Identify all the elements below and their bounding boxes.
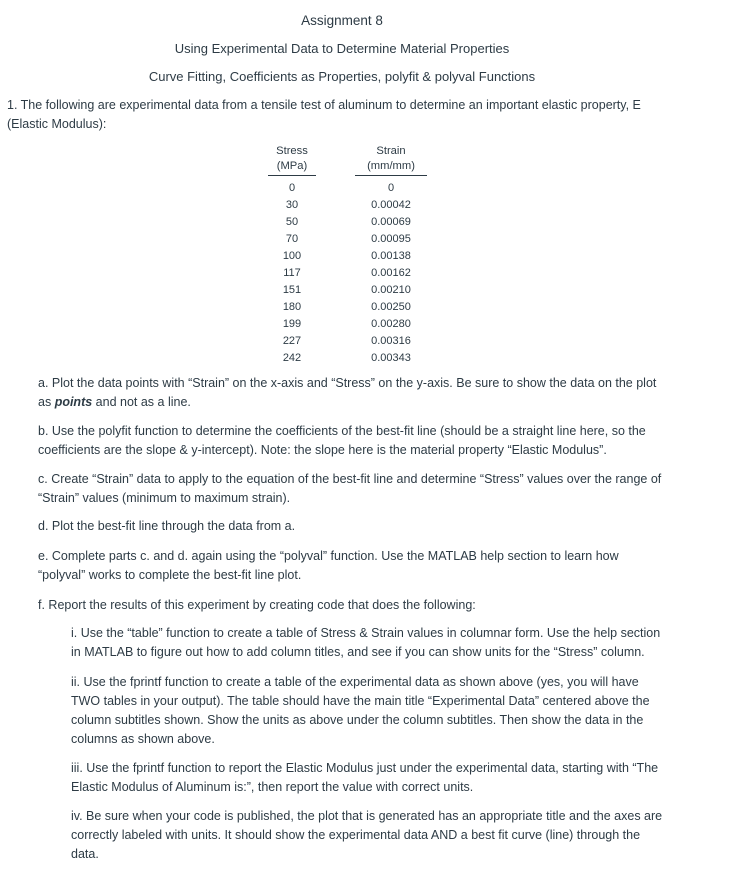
assignment-title: Assignment 8: [301, 13, 383, 28]
strain-value: 0.00250: [371, 301, 411, 313]
stress-value: 30: [285, 199, 299, 211]
strain-value: 0.00138: [371, 250, 411, 262]
document-subtitle-2: Curve Fitting, Coefficients as Properties, polyfit & polyval Functions: [148, 69, 536, 84]
strain-value: 0.00095: [371, 233, 411, 245]
part-f-iv-line-2: correctly labeled with units. It should show the experimental data AND a best fit curve (line) through the: [71, 828, 641, 842]
stress-value: 70: [285, 233, 299, 245]
part-e: [38, 547, 698, 585]
intro-line-2: (Elastic Modulus):: [7, 117, 107, 131]
strain-value: 0: [387, 182, 395, 194]
part-a-line-2: [38, 393, 698, 412]
stress-value: 100: [282, 250, 302, 262]
part-a-post: and not as a line.: [92, 395, 191, 409]
stress-column: [268, 144, 316, 367]
stress-value: 180: [282, 301, 302, 313]
part-a: [38, 374, 698, 412]
stress-value: 0: [288, 182, 296, 194]
part-d: [38, 517, 698, 536]
part-d-line-1: d. Plot the best-fit line through the data from a.: [38, 519, 296, 533]
part-b: [38, 422, 698, 460]
part-f-ii-line-2: TWO tables in your output). The table should have the main title “Experimental Data” centered above the: [71, 694, 650, 708]
stress-value: 227: [282, 335, 302, 347]
stress-value: 117: [283, 267, 301, 279]
part-b-line-2: coefficients are the slope & y-intercept). Note: the slope here is the material property “Elastic Modulus”.: [38, 443, 607, 457]
part-f-i-line-2: in MATLAB to figure out how to add column titles, and see if you can show units for the “Stress” column.: [71, 645, 645, 659]
strain-value: 0.00069: [371, 216, 411, 228]
part-a-emphasis: points: [54, 395, 93, 409]
stress-value: 151: [282, 284, 302, 296]
strain-value: 0.00343: [371, 352, 411, 364]
part-c-line-1: c. Create “Strain” data to apply to the equation of the best-fit line and determine “Stress” values over the range of: [38, 472, 662, 486]
part-f-iv: [71, 807, 711, 864]
part-c: [38, 470, 698, 508]
part-e-line-2: “polyval” works to complete the best-fit line plot.: [38, 568, 302, 582]
part-f-iii: [71, 759, 711, 797]
part-f-iv-line-1: iv. Be sure when your code is published, the plot that is generated has an appropriate title and the axes are: [71, 809, 663, 823]
strain-value: 0.00316: [371, 335, 411, 347]
question-intro: [7, 96, 727, 134]
part-f-iii-line-2: Elastic Modulus of Aluminum is:”, then report the value with correct units.: [71, 780, 474, 794]
part-c-line-2: “Strain” values (minimum to maximum strain).: [38, 491, 291, 505]
part-a-pre: as: [38, 395, 55, 409]
part-f-ii-line-4: columns as shown above.: [71, 732, 215, 746]
document-subtitle: Using Experimental Data to Determine Material Properties: [174, 41, 510, 56]
stress-value: 242: [282, 352, 302, 364]
strain-header: Strain: [376, 145, 406, 157]
part-f-i: [71, 624, 711, 662]
strain-value: 0.00042: [371, 199, 411, 211]
stress-value: 199: [282, 318, 302, 330]
strain-value: 0.00210: [371, 284, 411, 296]
stress-header: Stress: [276, 145, 308, 157]
part-a-line-1: a. Plot the data points with “Strain” on the x-axis and “Stress” on the y-axis. Be sure to show the data on the plot: [38, 376, 657, 390]
part-f: [38, 596, 698, 615]
part-f-ii-line-3: column subtitles shown. Show the units as above under the column subtitles. Then show the data in the: [71, 713, 644, 727]
part-f-i-line-1: i. Use the “table” function to create a table of Stress & Strain values in columnar form. Use the help section: [71, 626, 661, 640]
intro-line-1: 1. The following are experimental data from a tensile test of aluminum to determine an important elastic property, E: [7, 98, 641, 112]
part-f-ii: [71, 673, 711, 749]
part-f-ii-line-1: ii. Use the fprintf function to create a table of the experimental data as shown above (yes, you will have: [71, 675, 639, 689]
strain-value: 0.00280: [371, 318, 411, 330]
part-f-iii-line-1: iii. Use the fprintf function to report the Elastic Modulus just under the experimental data, starting with “The: [71, 761, 659, 775]
part-b-line-1: b. Use the polyfit function to determine the coefficients of the best-fit line (should be a straight line here, so the: [38, 424, 646, 438]
part-e-line-1: e. Complete parts c. and d. again using the “polyval” function. Use the MATLAB help section to learn how: [38, 549, 619, 563]
stress-unit: (MPa): [268, 159, 316, 176]
part-f-line-1: f. Report the results of this experiment by creating code that does the following:: [38, 598, 476, 612]
strain-unit: (mm/mm): [355, 159, 427, 176]
part-f-iv-line-3: data.: [71, 847, 99, 861]
stress-value: 50: [285, 216, 299, 228]
strain-value: 0.00162: [371, 267, 411, 279]
strain-column: [355, 144, 427, 367]
